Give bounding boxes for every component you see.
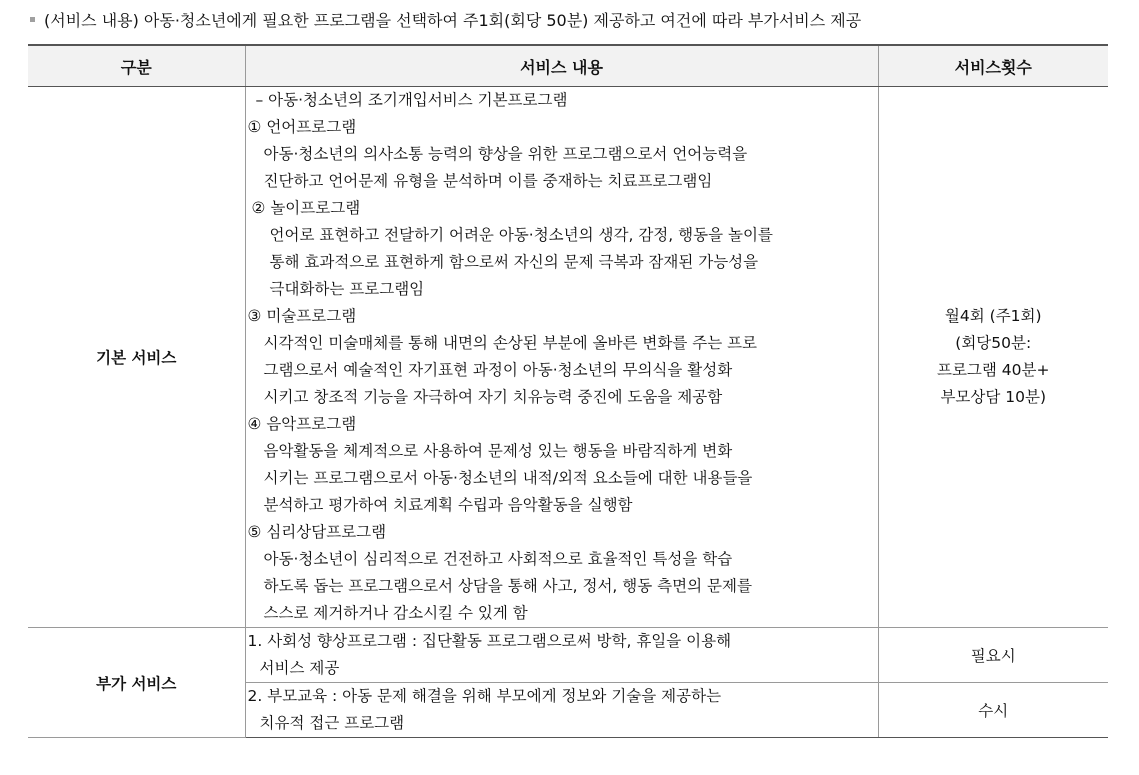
basic-service-content [245,87,878,628]
content-line: 서비스 제공 [259,659,340,677]
content-line: 아동·청소년이 심리적으로 건전하고 사회적으로 효율적인 특성을 학습 [263,550,733,568]
content-line: 1. 사회성 향상프로그램 : 집단활동 프로그램으로써 방학, 휴일을 이용해 [247,632,732,650]
extra-service-item-2 [245,683,878,738]
bullet-icon [30,17,35,22]
content-line: – 아동·청소년의 조기개입서비스 기본프로그램 [255,91,568,109]
program-heading: ⑤ 심리상담프로그램 [247,523,387,541]
count-line: (회당50분: [955,334,1032,352]
header-content: 서비스 내용 [245,45,878,87]
content-line: 분석하고 평가하여 치료계획 수립과 음악활동을 실행함 [263,496,633,514]
content-line: 음악활동을 체계적으로 사용하여 문제성 있는 행동을 바람직하게 변화 [263,442,733,460]
content-line: 극대화하는 프로그램임 [269,280,425,298]
service-table [28,44,1108,738]
caption-text: (서비스 내용) 아동·청소년에게 필요한 프로그램을 선택하여 주1회(회당 50분) 제공하고 여건에 따라 부가서비스 제공 [44,11,862,30]
content-line: 하도록 돕는 프로그램으로서 상담을 통해 사고, 정서, 행동 측면의 문제를 [263,577,752,595]
extra-service-category: 부가 서비스 [28,628,245,738]
basic-service-category: 기본 서비스 [28,87,245,628]
program-heading: ② 놀이프로그램 [251,199,361,217]
program-heading: ④ 음악프로그램 [247,415,357,433]
header-row [28,45,1108,87]
header-count: 서비스횟수 [878,45,1108,87]
content-line: 시키고 창조적 기능을 자극하여 자기 치유능력 중진에 도움을 제공함 [263,388,723,406]
basic-service-count [878,87,1108,628]
count-line: 월4회 (주1회) [944,307,1042,325]
content-line: 시키는 프로그램으로서 아동·청소년의 내적/외적 요소들에 대한 내용들을 [263,469,753,487]
content-line: 통해 효과적으로 표현하게 함으로써 자신의 문제 극복과 잠재된 가능성을 [269,253,759,271]
program-heading: ① 언어프로그램 [247,118,357,136]
content-line: 치유적 접근 프로그램 [259,714,405,732]
table-caption [30,8,861,34]
count-line: 프로그램 40분+ [936,361,1050,379]
extra-service-row [28,628,1108,683]
content-line: 아동·청소년의 의사소통 능력의 향상을 위한 프로그램으로서 언어능력을 [263,145,748,163]
content-line: 진단하고 언어문제 유형을 분석하며 이를 중재하는 치료프로그램임 [263,172,713,190]
count-line: 부모상담 10분) [940,388,1047,406]
program-heading: ③ 미술프로그램 [247,307,357,325]
content-line: 2. 부모교육 : 아동 문제 해결을 위해 부모에게 정보와 기술을 제공하는 [247,687,722,705]
content-line: 스스로 제거하거나 감소시킬 수 있게 함 [263,604,528,622]
header-category: 구분 [28,45,245,87]
extra-service-item-1 [245,628,878,683]
basic-service-row [28,87,1108,628]
extra-service-count-1: 필요시 [878,628,1108,683]
content-line: 시각적인 미술매체를 통해 내면의 손상된 부분에 올바른 변화를 주는 프로 [263,334,758,352]
content-line: 언어로 표현하고 전달하기 어려운 아동·청소년의 생각, 감정, 행동을 놀이를 [269,226,773,244]
extra-service-count-2: 수시 [878,683,1108,738]
content-line: 그램으로서 예술적인 자기표현 과정이 아동·청소년의 무의식을 활성화 [263,361,733,379]
